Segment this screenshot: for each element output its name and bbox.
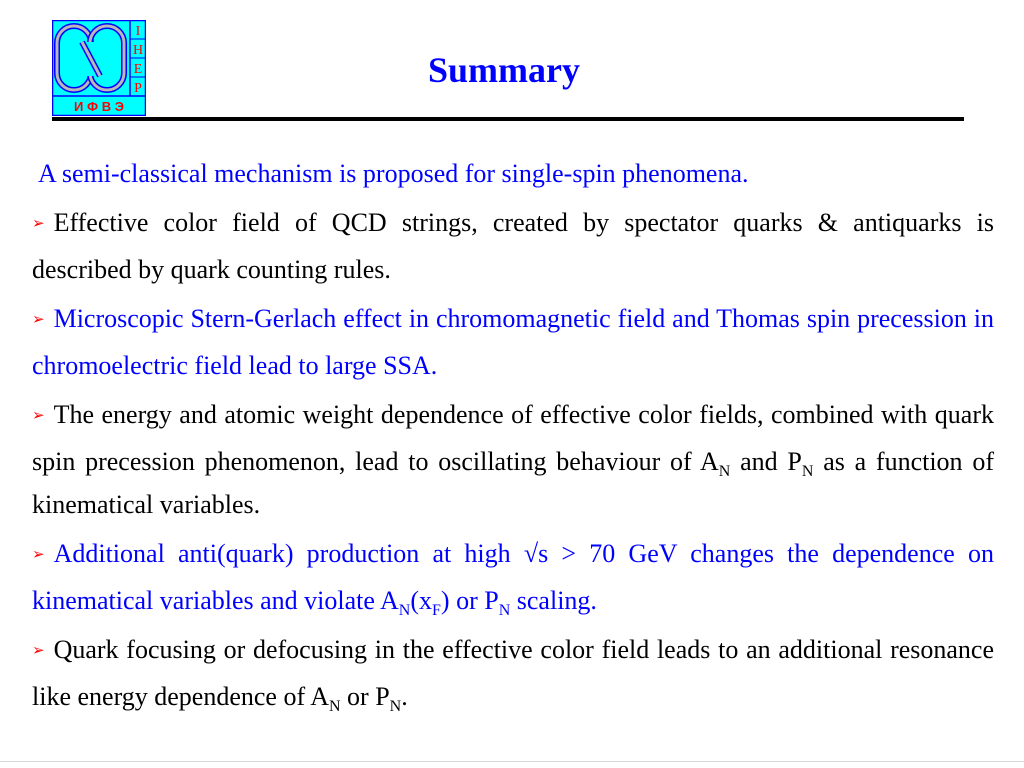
bullet-5-text: or: [340, 682, 376, 711]
logo-letter-1: I: [135, 24, 141, 39]
pn-subscript: N: [389, 698, 402, 716]
bullet-4-text: Additional anti(quark) production at high √s > 70 GeV changes the dependence on kinematical variables and violate: [32, 539, 994, 615]
intro-text: A semi-classical mechanism is proposed for single-spin phenomena.: [38, 159, 749, 188]
slide-body: [32, 152, 994, 724]
pn-symbol: P: [375, 682, 390, 711]
pn-symbol: P: [484, 586, 499, 615]
bullet-2-text: Microscopic Stern-Gerlach effect in chromomagnetic field and Thomas spin precession in chromoelectric field lead to large SSA.: [32, 304, 994, 380]
bullet-5: [32, 628, 994, 718]
title-divider: [52, 117, 964, 121]
bullet-3-text: as a function of kinematical variables.: [32, 447, 994, 519]
arrow-bullet-icon: ➢: [32, 406, 45, 424]
bullet-2: [32, 297, 994, 387]
bullet-1-text: Effective color field of QCD strings, created by spectator quarks & antiquarks is described by quark counting rules.: [32, 208, 994, 284]
pn-subscript: N: [801, 463, 814, 481]
logo-bottom-text: И Ф В Э: [74, 99, 124, 114]
bullet-4: [32, 532, 994, 622]
an-subscript: N: [328, 698, 341, 716]
logo-letter-4: P: [134, 81, 142, 96]
arrow-bullet-icon: ➢: [32, 310, 45, 328]
bullet-3-text: The energy and atomic weight dependence of effective color fields, combined with quark spin precession phenomenon, lead to oscillating behaviour of: [32, 400, 994, 476]
an-symbol: A: [700, 447, 719, 476]
bullet-4-text: scaling.: [510, 586, 597, 615]
logo-letter-3: E: [133, 62, 143, 77]
bullet-5-text: .: [401, 682, 408, 711]
bullet-3-text: and: [730, 447, 788, 476]
bullet-3: [32, 393, 994, 526]
logo-letter-2: H: [132, 43, 144, 58]
an-subscript: N: [398, 602, 411, 620]
pn-subscript: N: [498, 602, 511, 620]
pn-symbol: P: [787, 447, 802, 476]
an-symbol: A: [310, 682, 329, 711]
arrow-bullet-icon: ➢: [32, 214, 45, 232]
arrow-bullet-icon: ➢: [32, 545, 45, 563]
arrow-bullet-icon: ➢: [32, 641, 45, 659]
footer-divider: [0, 761, 1024, 762]
bullet-1: [32, 201, 994, 291]
bullet-4-text: ) or: [440, 586, 485, 615]
bullet-5-text: Quark focusing or defocusing in the effective color field leads to an additional resonance like energy dependence of: [32, 635, 994, 711]
an-subscript: N: [718, 463, 731, 481]
xf-subscript: F: [432, 602, 441, 620]
bullet-4-text: (x: [410, 586, 432, 615]
slide-title: Summary: [428, 50, 580, 90]
an-symbol: A: [379, 586, 399, 615]
